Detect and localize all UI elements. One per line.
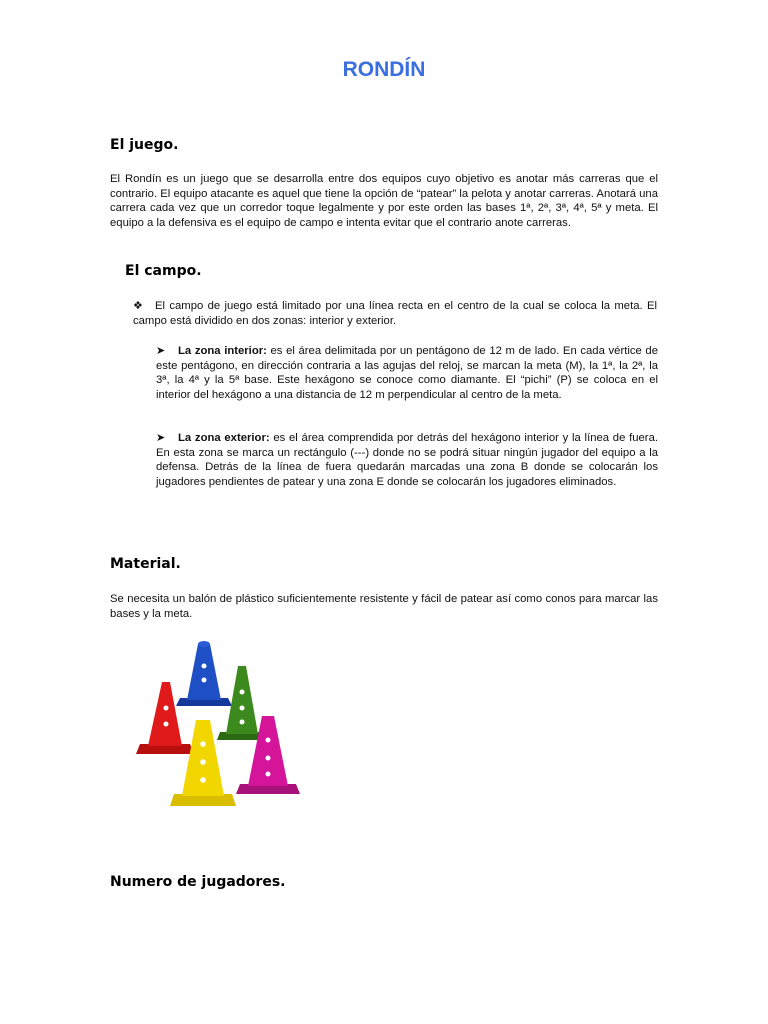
diamond-bullet-icon: ❖	[133, 300, 143, 312]
cones-image	[124, 636, 320, 822]
campo-bullet: ❖ El campo de juego está limitado por una línea recta en el centro de la cual se coloca la meta. El campo está dividido en dos zonas: interior y exterior.	[133, 300, 657, 327]
blue-cone	[176, 641, 232, 706]
heading-numero-jugadores: Numero de jugadores.	[110, 874, 286, 890]
heading-el-juego: El juego.	[110, 137, 179, 153]
arrow-bullet-icon: ➤	[156, 345, 166, 357]
arrow-bullet-icon: ➤	[156, 432, 166, 444]
paragraph-material: Se necesita un balón de plástico suficientemente resistente y fácil de patear así como conos para marcar las bases y la meta.	[110, 593, 658, 620]
page-title: RONDÍN	[342, 58, 426, 81]
zona-exterior-item: ➤ La zona exterior: es el área comprendida por detrás del hexágono interior y la línea de fuera. En esta zona se marca un rectángulo (---) donde no se podrá situar ningún jugador del equipo a la defensa. Detrás de la línea de fuera quedarán marcadas una zona B donde se colocarán los jugadores pendientes de patear y una zona E donde se colocarán los jugadores eliminados.	[156, 432, 658, 488]
red-cone	[136, 682, 194, 754]
paragraph-juego: El Rondín es un juego que se desarrolla entre dos equipos cuyo objetivo es anotar más carreras que el contrario. El equipo atacante es aquel que tiene la opción de “patear” la pelota y anotar carreras. Anotará una carrera cada vez que un corredor toque legalmente y por este orden las bases 1ª, 2ª, 3ª, 4ª, 5ª y meta. El equipo a la defensiva es el equipo de campo e intenta evitar que el contrario anote carreras.	[110, 173, 658, 229]
heading-el-campo: El campo.	[125, 263, 202, 279]
zona-interior-item: ➤ La zona interior: es el área delimitada por un pentágono de 12 m de lado. En cada vértice de este pentágono, en dirección contraria a las agujas del reloj, se marcan la meta (M), la 1ª, la 2ª, la 3ª, la 4ª y la 5ª base. Este hexágono se conoce como diamante. El “pichi” (P) se coloca en el interior del hexágono a una distancia de 12 m perpendicular al centro de la meta.	[156, 345, 658, 401]
heading-material: Material.	[110, 556, 181, 572]
